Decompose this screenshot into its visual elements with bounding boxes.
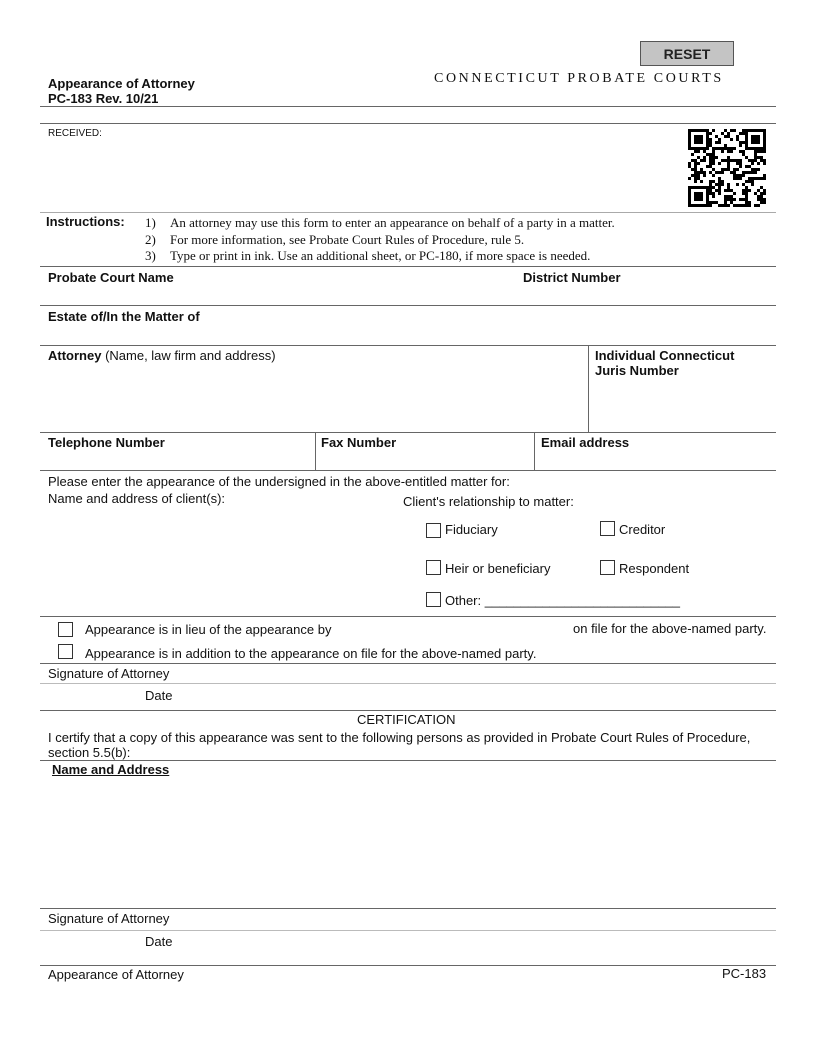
court-name: CONNECTICUT PROBATE COURTS	[434, 71, 724, 86]
in-addition-checkbox[interactable]	[58, 644, 73, 659]
heir-label: Heir or beneficiary	[445, 561, 551, 576]
name-address-heading: Name and Address	[52, 762, 170, 777]
certification-text-2: section 5.5(b):	[48, 745, 131, 760]
in-lieu-checkbox[interactable]	[58, 622, 73, 637]
instructions-list	[145, 215, 615, 265]
creditor-checkbox[interactable]	[600, 521, 615, 536]
fax-label: Fax Number	[321, 435, 397, 450]
footer-form-number: PC-183	[722, 966, 767, 981]
instruction-item: 2) For more information, see Probate Court Rules of Procedure, rule 5.	[145, 231, 525, 247]
fiduciary-label: Fiduciary	[445, 522, 498, 537]
certification-title: CERTIFICATION	[357, 712, 456, 727]
attorney-label: Attorney (Name, law firm and address)	[48, 348, 276, 363]
client-name-address-label: Name and address of client(s):	[48, 491, 226, 506]
instruction-item: 1) An attorney may use this form to enter an appearance on behalf of a party in a matter.	[145, 215, 615, 230]
respondent-label: Respondent	[619, 561, 690, 576]
reset-button[interactable]: RESET	[640, 41, 734, 66]
form-number-text: PC-183 Rev.	[48, 91, 126, 106]
client-intro: Please enter the appearance of the undersigned in the above-entitled matter for:	[48, 474, 510, 489]
form-title: Appearance of Attorney	[48, 76, 195, 91]
footer-title: Appearance of Attorney	[48, 967, 184, 982]
juris-number-label: Individual Connecticut Juris Number	[595, 348, 735, 378]
in-addition-label: Appearance is in addition to the appearance on file for the above-named party.	[85, 646, 537, 661]
estate-label: Estate of/In the Matter of	[48, 309, 200, 324]
certification-text-1: I certify that a copy of this appearance was sent to the following persons as provided in Probate Court Rules of Procedure,	[48, 730, 751, 745]
qr-code-icon	[688, 129, 766, 207]
district-number-label: District Number	[523, 270, 621, 285]
in-lieu-label-end: on file for the above-named party.	[573, 621, 767, 636]
signature-label: Signature of Attorney	[48, 666, 170, 681]
instruction-item: 3) Type or print in ink. Use an additional sheet, or PC-180, if more space is needed.	[145, 248, 591, 263]
date-label-2: Date	[145, 934, 173, 949]
rev-date: 10/21	[125, 91, 159, 106]
signature-label-2: Signature of Attorney	[48, 911, 170, 926]
email-label: Email address	[541, 435, 630, 450]
in-lieu-label: Appearance is in lieu of the appearance by	[85, 622, 332, 637]
date-label: Date	[145, 688, 173, 703]
form-number	[48, 91, 158, 106]
heir-checkbox[interactable]	[426, 560, 441, 575]
instructions-label: Instructions:	[46, 214, 125, 229]
other-checkbox[interactable]	[426, 592, 441, 607]
received-label: RECEIVED:	[48, 128, 102, 139]
creditor-label: Creditor	[619, 522, 666, 537]
relationship-label: Client's relationship to matter:	[403, 494, 574, 509]
respondent-checkbox[interactable]	[600, 560, 615, 575]
other-label: Other: ___________________________	[445, 593, 680, 608]
probate-court-name-label: Probate Court Name	[48, 270, 174, 285]
telephone-label: Telephone Number	[48, 435, 165, 450]
fiduciary-checkbox[interactable]	[426, 523, 441, 538]
